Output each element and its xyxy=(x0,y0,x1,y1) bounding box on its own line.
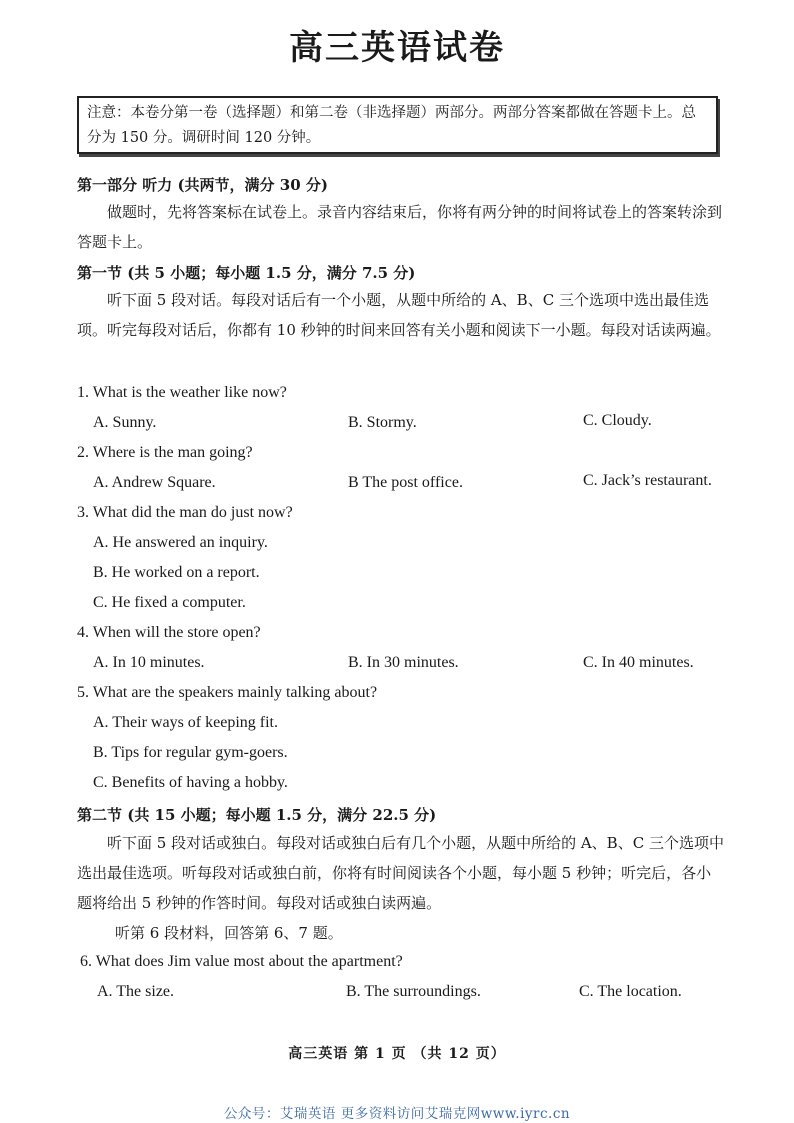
question-6-option-c: C. The location. xyxy=(579,983,682,1000)
question-1-option-c: C. Cloudy. xyxy=(583,412,652,429)
question-2-stem: 2. Where is the man going? xyxy=(77,444,253,461)
question-6-option-b: B. The surroundings. xyxy=(346,983,481,1000)
section2-intro: 听下面 5 段对话或独白。每段对话或独白后有几个小题，从题中所给的 A、B、C 三个选项中选出最佳选项。听每段对话或独白前，你将有时间阅读各个小题，每小题 5 秒钟；听完后，各小题将给出 5 秒钟的作答时间。每段对话或独白读两遍。 xyxy=(77,834,724,912)
section1-heading: 第一节 (共 5 小题；每小题 1.5 分，满分 7.5 分) xyxy=(77,264,416,282)
part1-intro: 做题时，先将答案标在试卷上。录音内容结束后，你将有两分钟的时间将试卷上的答案转涂到答题卡上。 xyxy=(77,203,723,251)
question-6-stem: 6. What does Jim value most about the apartment? xyxy=(80,953,403,970)
page-title: 高三英语试卷 xyxy=(289,28,505,68)
question-6-option-a: A. The size. xyxy=(97,983,175,1000)
page-footer: 高三英语 第 1 页 （共 12 页） xyxy=(288,1046,506,1062)
question-1-stem: 1. What is the weather like now? xyxy=(77,384,287,401)
question-5-option-a: A. Their ways of keeping fit. xyxy=(93,714,278,731)
question-2-option-a: A. Andrew Square. xyxy=(93,474,216,491)
question-2-option-c: C. Jack’s restaurant. xyxy=(583,472,712,489)
question-3-stem: 3. What did the man do just now? xyxy=(77,504,293,521)
question-3-option-b: B. He worked on a report. xyxy=(93,564,260,581)
question-4-stem: 4. When will the store open? xyxy=(77,624,261,641)
question-5-option-c: C. Benefits of having a hobby. xyxy=(93,774,288,791)
section1-intro: 听下面 5 段对话。每段对话后有一个小题，从题中所给的 A、B、C 三个选项中选出最佳选项。听完每段对话后，你都有 10 秒钟的时间来回答有关小题和阅读下一小题。每段对话读两遍。 xyxy=(77,291,721,339)
question-2-option-b: B The post office. xyxy=(348,474,463,491)
question-1-option-a: A. Sunny. xyxy=(93,414,157,431)
question-3-option-c: C. He fixed a computer. xyxy=(93,594,246,611)
notice-box: 注意：本卷分第一卷（选择题）和第二卷（非选择题）两部分。两部分答案都做在答题卡上。总分为 150 分。调研时间 120 分钟。 xyxy=(77,96,718,154)
question-1-option-b: B. Stormy. xyxy=(348,414,417,431)
question-4-option-c: C. In 40 minutes. xyxy=(583,654,694,671)
question-3-option-a: A. He answered an inquiry. xyxy=(93,534,268,551)
question-4-option-a: A. In 10 minutes. xyxy=(93,654,205,671)
watermark-link[interactable]: 公众号：艾瑞英语 更多资料访问艾瑞克网www.iyrc.cn xyxy=(223,1106,571,1122)
question-5-stem: 5. What are the speakers mainly talking about? xyxy=(77,684,378,701)
material-6-instruction: 听第 6 段材料，回答第 6、7 题。 xyxy=(115,924,343,942)
question-5-option-b: B. Tips for regular gym-goers. xyxy=(93,744,288,761)
question-4-option-b: B. In 30 minutes. xyxy=(348,654,459,671)
part1-heading: 第一部分 听力 (共两节，满分 30 分) xyxy=(77,176,328,194)
section2-heading: 第二节 (共 15 小题；每小题 1.5 分，满分 22.5 分) xyxy=(77,806,437,824)
